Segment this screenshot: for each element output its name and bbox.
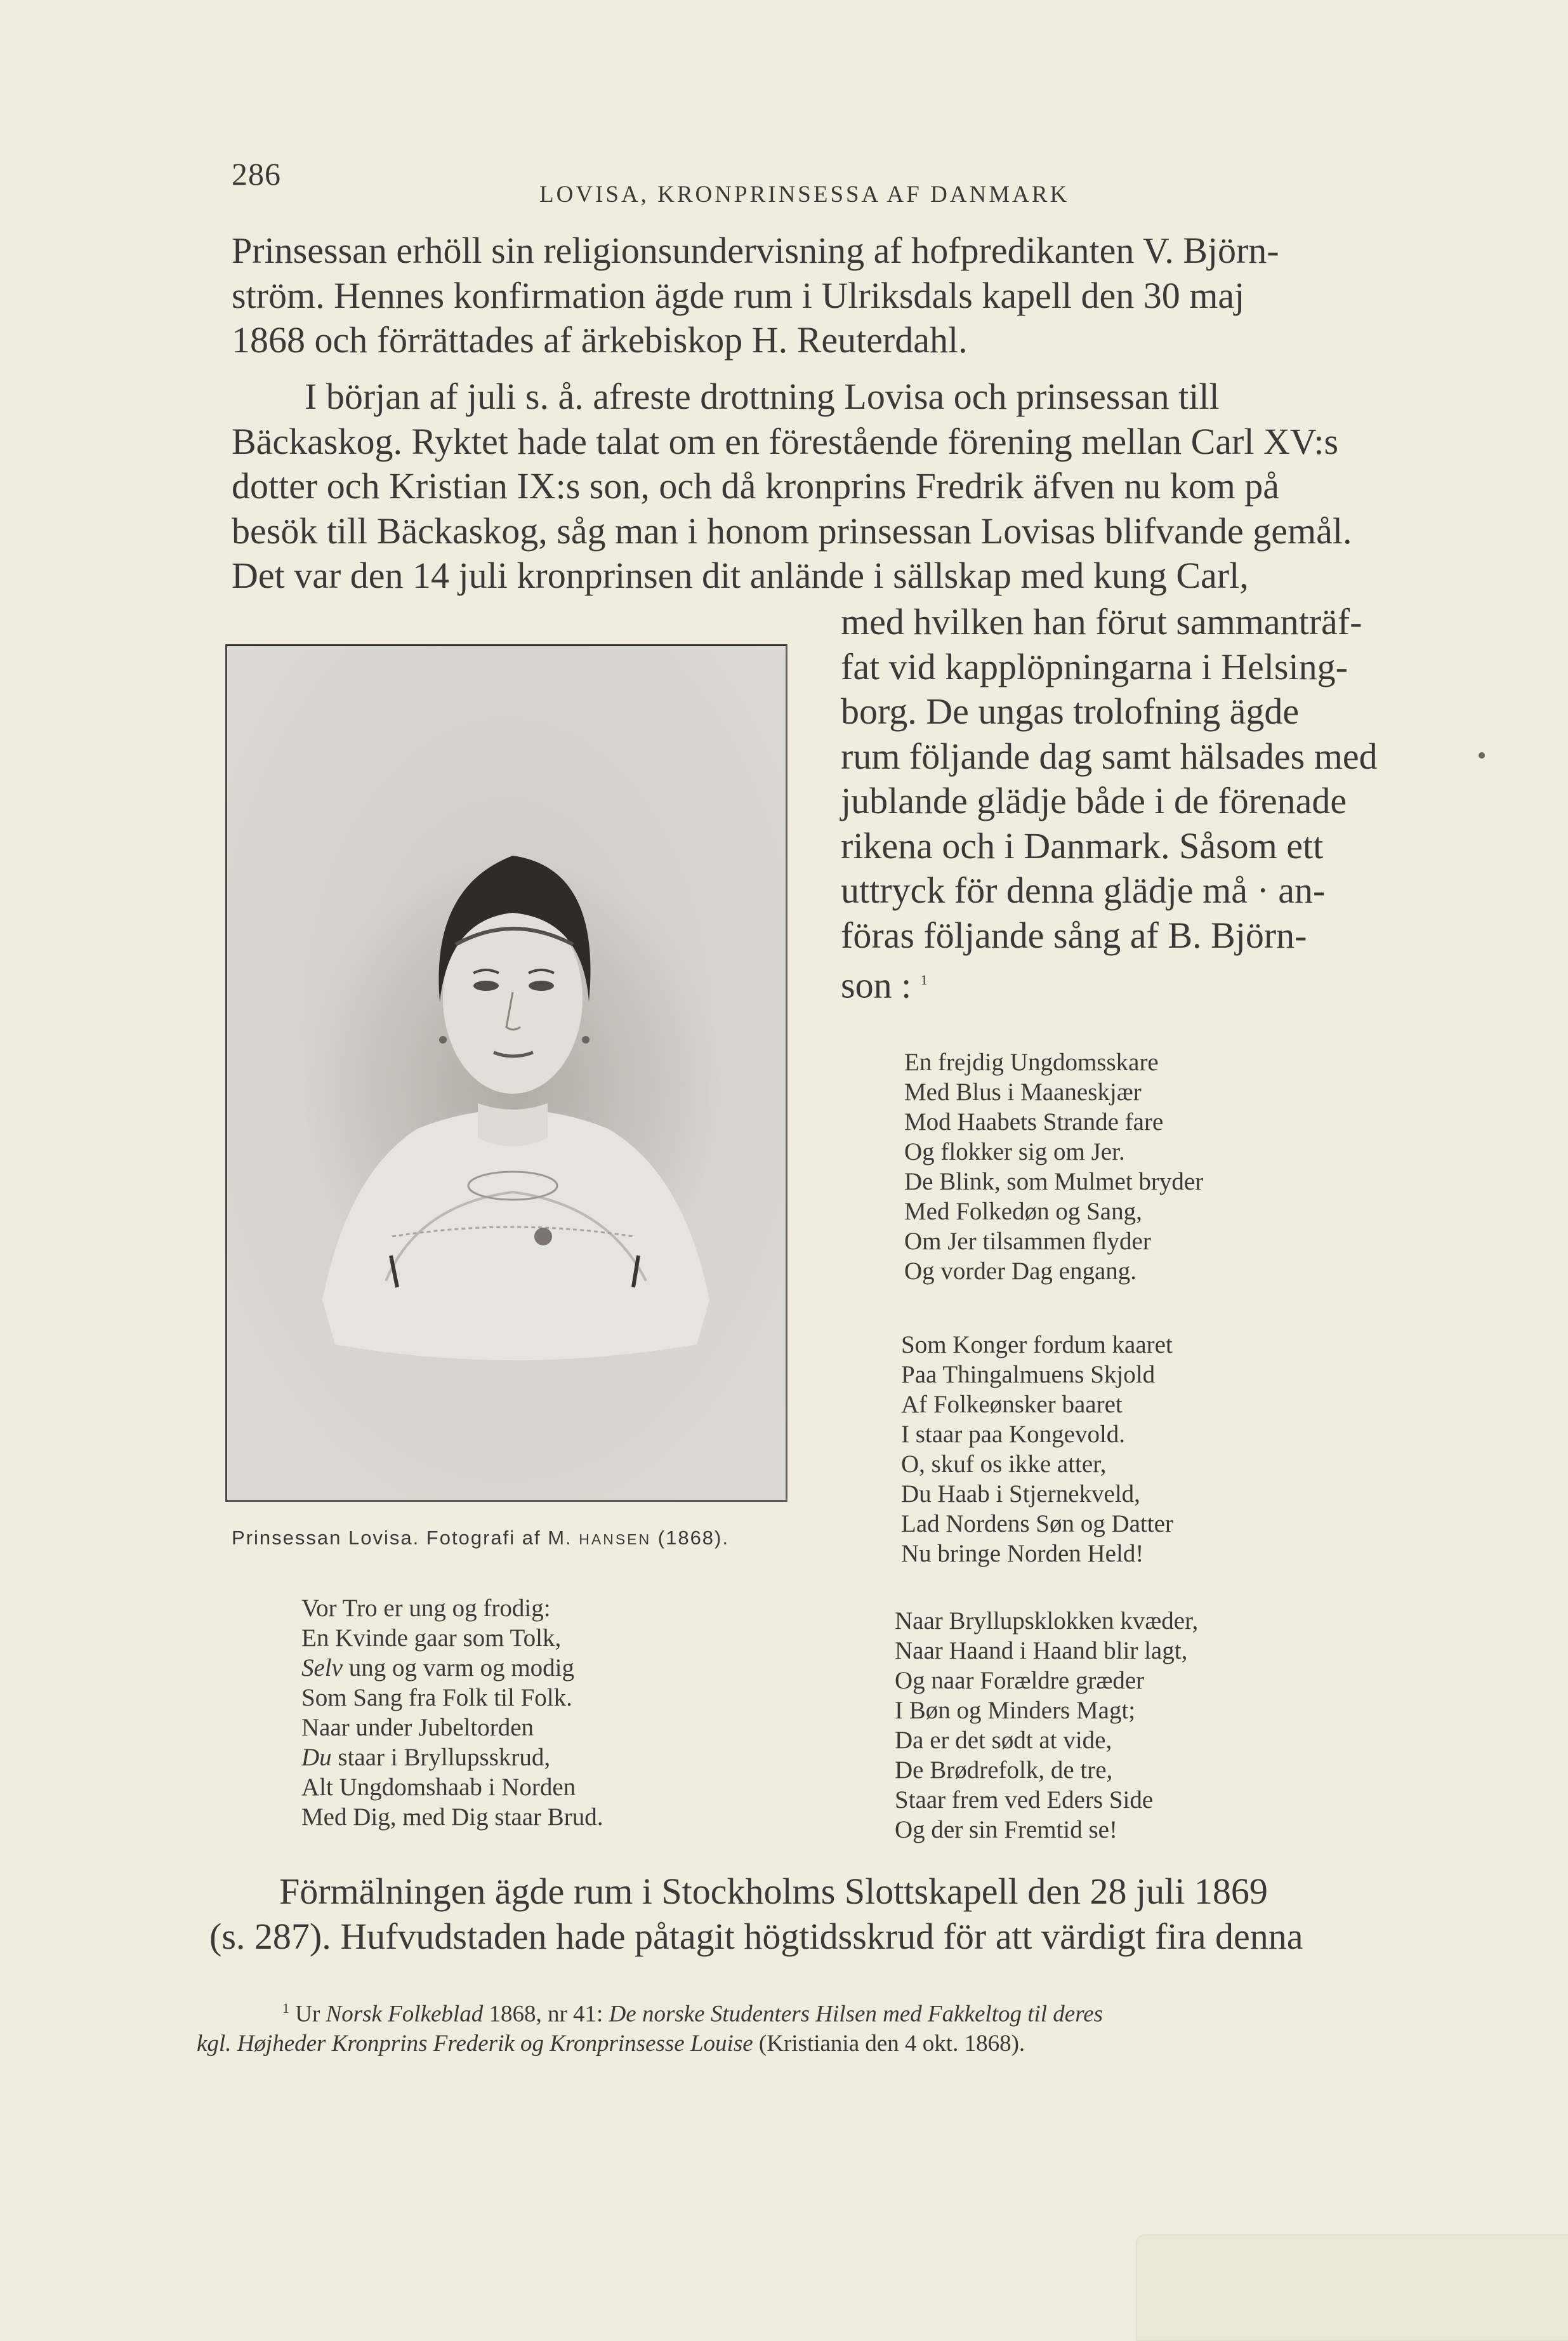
verse-line: I staar paa Kongevold. <box>901 1421 1126 1448</box>
verse-line <box>301 1653 603 1683</box>
verse-line: Staar frem ved Eders Side <box>895 1786 1154 1814</box>
verse-line: Som Konger fordum kaaret <box>901 1331 1173 1358</box>
verse-line: Du Haab i Stjernekveld, <box>901 1480 1140 1508</box>
verse-line: Om Jer tilsammen flyder <box>904 1228 1151 1255</box>
paragraph-confirmation <box>232 229 1393 363</box>
verse-line: Med Folkedøn og Sang, <box>904 1198 1142 1225</box>
text-line: föras följande sång af B. Björn- <box>841 914 1307 956</box>
text-line: Prinsessan erhöll sin religionsundervisning af hofpredikanten V. Björn- <box>232 230 1279 271</box>
footnote-mark: 1 <box>282 2000 289 2016</box>
text-line: rum följande dag samt hälsades med <box>841 735 1378 777</box>
text-line: (s. 287). Hufvudstaden hade påtagit högtidsskrud för att värdigt fira denna <box>209 1915 1303 1957</box>
poem-stanza-1 <box>904 1047 1203 1286</box>
verse-line: Naar under Jubeltorden <box>301 1714 534 1741</box>
verse-line: Og vorder Dag engang. <box>904 1257 1137 1285</box>
caption-prefix: Prinsessan Lovisa. Fotografi af M. <box>232 1527 572 1549</box>
last-line-text: son : <box>841 964 912 1006</box>
text-line: Bäckaskog. Ryktet hade talat om en förestående förening mellan Carl XV:s <box>232 420 1339 462</box>
verse-line: De Blink, som Mulmet bryder <box>904 1168 1204 1195</box>
verse-line: Nu bringe Norden Held! <box>901 1540 1144 1567</box>
text-line: dotter och Kristian IX:s son, och då kronprins Fredrik äfven nu kom på <box>232 465 1280 507</box>
footnote-text: (Kristiania den 4 okt. 1868). <box>753 2031 1025 2057</box>
verse-line: Som Sang fra Folk til Folk. <box>301 1684 572 1711</box>
footnote-line <box>197 1993 1390 2029</box>
verse-line: Og flokker sig om Jer. <box>904 1138 1125 1165</box>
footnote-title: kgl. Højheder Kronprins Frederik og Kronprinsesse Louise <box>197 2031 753 2057</box>
paragraph-engagement-continued <box>841 600 1399 1008</box>
poem-stanza-4 <box>895 1606 1198 1845</box>
verse-line: Alt Ungdomshaab i Norden <box>301 1774 576 1801</box>
text-line: I början af juli s. å. afreste drottning Lovisa och prinsessan till <box>305 376 1220 417</box>
text-line <box>841 958 1399 1008</box>
ink-speck <box>1479 752 1485 759</box>
verse-line <box>301 1742 603 1772</box>
verse-rest: ung og varm og modig <box>342 1654 575 1681</box>
footnote-reference: 1 <box>920 972 928 988</box>
text-line: uttryck för denna glädje må · an- <box>841 870 1326 911</box>
verse-line: En frejdig Ungdomsskare <box>904 1049 1159 1076</box>
verse-line: Og der sin Fremtid se! <box>895 1816 1117 1843</box>
verse-line: I Bøn og Minders Magt; <box>895 1697 1136 1724</box>
paragraph-wedding <box>209 1869 1402 1959</box>
footnote <box>197 1993 1390 2059</box>
verse-emphasis: Selv <box>301 1654 343 1681</box>
verse-line: En Kvinde gaar som Tolk, <box>301 1624 562 1652</box>
text-line: besök till Bäckaskog, såg man i honom prinsessan Lovisas blifvande gemål. <box>232 510 1352 552</box>
text-line: Förmälningen ägde rum i Stockholms Slottskapell den 28 juli 1869 <box>279 1871 1268 1912</box>
text-line: borg. De ungas trolofning ägde <box>841 691 1300 732</box>
verse-line: Da er det sødt at vide, <box>895 1727 1112 1754</box>
verse-line: De Brødrefolk, de tre, <box>895 1756 1113 1784</box>
footnote-text: Ur <box>289 2001 326 2027</box>
text-line: rikena och i Danmark. Såsom ett <box>841 825 1324 866</box>
running-title: LOVISA, KRONPRINSESSA AF DANMARK <box>539 182 1070 208</box>
verse-line: Med Blus i Maaneskjær <box>904 1078 1142 1106</box>
caption-year: (1868). <box>657 1527 729 1549</box>
verse-rest: staar i Bryllupsskrud, <box>331 1744 551 1771</box>
verse-line: Naar Bryllupsklokken kvæder, <box>895 1607 1199 1635</box>
footnote-title: Norsk Folkeblad <box>326 2001 484 2027</box>
text-line: med hvilken han förut sammanträf- <box>841 601 1362 642</box>
paragraph-engagement <box>232 375 1393 599</box>
poem-stanza-3 <box>301 1593 603 1832</box>
verse-emphasis: Du <box>301 1744 332 1771</box>
footnote-line <box>197 2029 1390 2059</box>
verse-line: Naar Haand i Haand blir lagt, <box>895 1637 1188 1664</box>
page-number: 286 <box>232 156 281 192</box>
poem-stanza-2 <box>901 1330 1173 1568</box>
footnote-title: De norske Studenters Hilsen med Fakkeltog til deres <box>609 2001 1104 2027</box>
verse-line: Af Folkeønsker baaret <box>901 1391 1123 1418</box>
portrait-image <box>227 646 786 1500</box>
caption-photographer: HANSEN <box>579 1531 652 1548</box>
text-line: Det var den 14 juli kronprinsen dit anlände i sällskap med kung Carl, <box>232 555 1249 596</box>
photo-caption <box>232 1527 729 1549</box>
verse-line: Lad Nordens Søn og Datter <box>901 1510 1173 1537</box>
verse-line: Med Dig, med Dig staar Brud. <box>301 1803 603 1831</box>
text-line: ström. Hennes konfirmation ägde rum i Ulriksdals kapell den 30 maj <box>232 274 1245 316</box>
verse-line: Vor Tro er ung og frodig: <box>301 1595 551 1622</box>
verse-line: Og naar Forældre græder <box>895 1667 1145 1694</box>
page-stain <box>1136 2234 1568 2341</box>
text-line: fat vid kapplöpningarna i Helsing- <box>841 646 1348 687</box>
portrait-photograph <box>225 644 787 1502</box>
footnote-text: 1868, nr 41: <box>483 2001 609 2027</box>
verse-line: Paa Thingalmuens Skjold <box>901 1361 1156 1388</box>
verse-line: O, skuf os ikke atter, <box>901 1450 1107 1478</box>
verse-line: Mod Haabets Strande fare <box>904 1108 1164 1136</box>
text-line: 1868 och förrättades af ärkebiskop H. Reuterdahl. <box>232 319 968 361</box>
text-line: jublande glädje både i de förenade <box>841 780 1347 821</box>
